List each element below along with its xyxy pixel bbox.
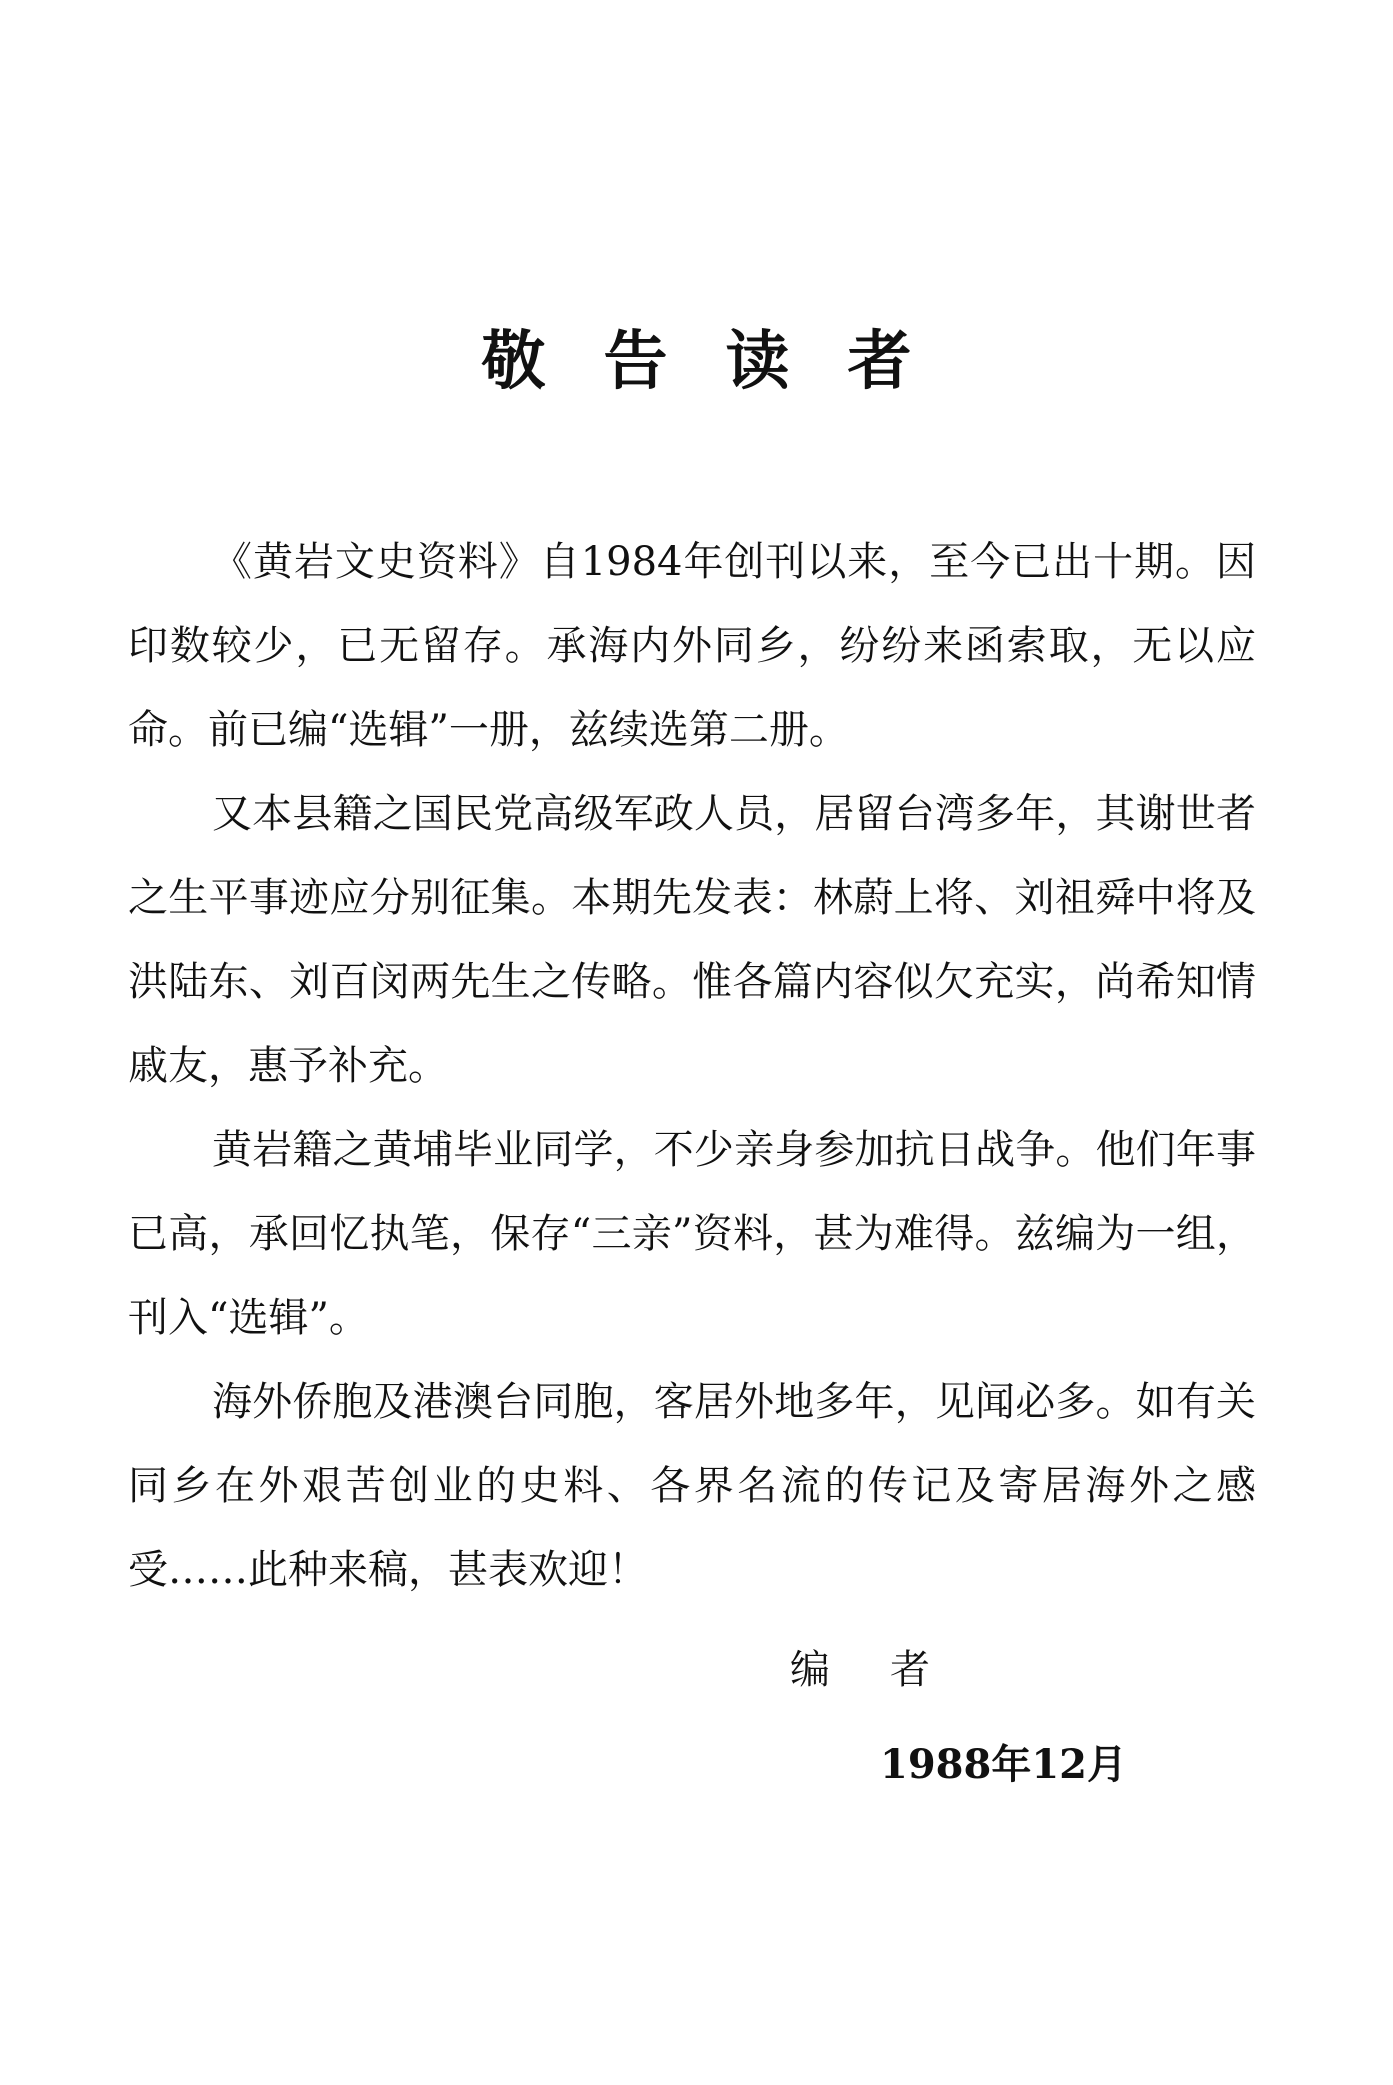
paragraph-2: 又本县籍之国民党高级军政人员，居留台湾多年，其谢世者之生平事迹应分别征集。本期先发表：林蔚上将、刘祖舜中将及洪陆东、刘百闵两先生之传略。惟各篇内容似欠充实，尚希知情戚友，惠予补充。 xyxy=(128,791,1256,1089)
paragraph-3: 黄岩籍之黄埔毕业同学，不少亲身参加抗日战争。他们年事已高，承回忆执笔，保存“三亲”资料，甚为难得。兹编为一组，刊入“选辑”。 xyxy=(128,1127,1256,1341)
paragraph-1: 《黄岩文史资料》自1984年创刊以来，至今已出十期。因印数较少，已无留存。承海内外同乡，纷纷来函索取，无以应命。前已编“选辑”一册，兹续选第二册。 xyxy=(128,539,1256,753)
document-date: 1988年12月 xyxy=(880,1741,1127,1788)
editor-signature: 编者 xyxy=(790,1647,990,1693)
paragraph-4: 海外侨胞及港澳台同胞，客居外地多年，见闻必多。如有关同乡在外艰苦创业的史料、各界名流的传记及寄居海外之感受……此种来稿，甚表欢迎！ xyxy=(128,1379,1256,1593)
document-body xyxy=(128,520,1256,1612)
document-title: 敬告读者 xyxy=(481,325,970,399)
